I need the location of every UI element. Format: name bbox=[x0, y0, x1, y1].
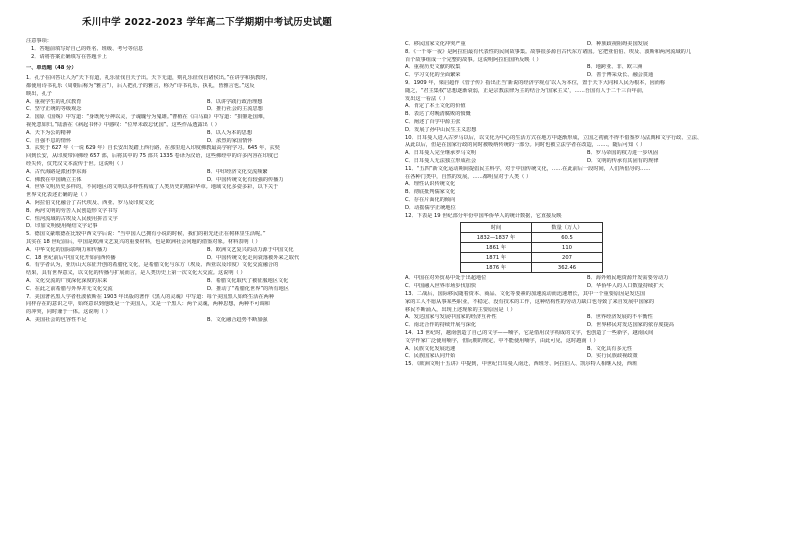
question-4 bbox=[26, 184, 388, 231]
option: A．重视历史文献的收集 bbox=[405, 64, 461, 71]
option: C．存在片面化的倾向 bbox=[405, 196, 456, 203]
option: B．中印经济文化交流频繁 bbox=[207, 168, 268, 175]
table-header: 数量（万人） bbox=[532, 223, 603, 233]
question-3 bbox=[26, 145, 388, 184]
table-header: 时间 bbox=[461, 223, 532, 233]
note-item: 1．答题前填写好自己的姓名、班级、考号等信息 bbox=[31, 45, 144, 52]
option: B．文化融合趋势不断加强 bbox=[207, 316, 268, 323]
option: C．18 世纪前后中国文化开始向西传播 bbox=[26, 254, 116, 261]
question-text: 的冲突，同时兼于一体。这说明（ ） bbox=[26, 309, 111, 316]
question-text: 文学作家广泛使用喃字，但阮朝的规定，中不能使用喃字，由此可见，这时越南（ ） bbox=[405, 337, 599, 344]
option: A．文化交流的广度深化深度的东来 bbox=[26, 277, 108, 284]
note-item: 2．请将答案正确填写在答题卡上 bbox=[31, 53, 107, 60]
option: C．恒河流域的古埃及人民使用拼音文字 bbox=[26, 215, 118, 222]
question-text: 结果，具有世界意义，以文化的传播与扩展而言，是人类历史上第一次文化大交流。这说明（ ） bbox=[26, 270, 246, 277]
option: B．地跨亚、非、欧三洲 bbox=[587, 64, 643, 71]
option: B．欧洲文艺复兴的动力源于中国文化 bbox=[207, 246, 294, 253]
option: A．中华文化的国际影响力和传播力 bbox=[26, 246, 108, 253]
option: B．世界经济发展的不平衡性 bbox=[587, 314, 653, 321]
option: D．世界移民对发达国家的依存度提高 bbox=[587, 322, 674, 329]
table-header-row bbox=[461, 223, 603, 233]
option: C．佛教在中国确立主体 bbox=[26, 176, 82, 183]
question-2 bbox=[26, 114, 388, 145]
table-cell: 1832—1837 年 bbox=[461, 233, 532, 243]
question-text: 3．玄奘于 627 年（一说 629 年）自长安出发踏上西行路，在那里进入印度佛教最高学府学习。645 年，玄奘 bbox=[26, 145, 280, 152]
question-text: 8．《一千零一夜》是阿拉伯最有代表性的民间故事集。故事很多源自古代东方诸国。它把亚伯伯、埃及、波斯和两河流域的几 bbox=[405, 48, 692, 55]
question-text: 14．13 世纪时，越南创造了自己的文字——喃字，它是借用汉字构成的文字，也创造了一些新字，越南民间 bbox=[405, 329, 654, 336]
migration-table bbox=[460, 222, 603, 273]
option: A．肯定了本土文化的价值 bbox=[405, 103, 466, 110]
option: D．推行社会的主流思想 bbox=[207, 106, 263, 113]
question-text: 1．孔子在回答让人为“天下有道，礼乐征伐自天子出。天下无道，则礼乐征伐自诸侯出。”在讲学和执教时， bbox=[26, 75, 271, 82]
option: B．以讲学践行政治理想 bbox=[207, 98, 263, 105]
question-text: 在各种门类中，自然的发展，……都明显对于人类（ ） bbox=[405, 173, 532, 180]
option: D．文明的传承有其固有的规律 bbox=[587, 157, 659, 164]
option: D．发展了孙中山民生主义思想 bbox=[405, 126, 477, 133]
option: A．美国社会的包容性不足 bbox=[26, 316, 87, 323]
question-text: 经失传，仅凭汉文本流传于世。这说明（ ） bbox=[26, 160, 127, 167]
table-cell: 1861 年 bbox=[461, 243, 532, 253]
option: D．华侨华人的人口数量持续扩大 bbox=[587, 283, 664, 290]
option: C．自强不息的情怀 bbox=[26, 137, 72, 144]
question-text: 都使用诗书礼乐（周朝后称为“雅言”），后人把孔子的雅言，称为“诗书礼乐，执礼，皆雅言也。”这反 bbox=[26, 82, 255, 89]
option: D．中国传统文化有较强的传播力 bbox=[207, 176, 284, 183]
question-6 bbox=[26, 262, 388, 293]
table-row bbox=[461, 263, 603, 273]
option: D．浓烈的家国情怀 bbox=[207, 137, 253, 144]
option: A．重视学生的礼仪教育 bbox=[26, 98, 82, 105]
question-text: 发出这一看法（ ） bbox=[405, 95, 449, 102]
table-row bbox=[461, 253, 603, 263]
question-12 bbox=[405, 213, 769, 291]
question-text: 11．“五四”新文化运动期间提倡民主科学，对于中国传统文化，……在此前后一段时间，人们所倡导的…… bbox=[405, 165, 651, 172]
question-text: 10．日耳曼人进入古罗马以后，以文化为中心的生活方式在地方中逐渐形成，立国之初就不得不借鉴罗马法典和文字行政、立法、 bbox=[405, 134, 703, 141]
option: B．罗马帝国的权力进一步巩固 bbox=[587, 150, 658, 157]
table-row bbox=[461, 233, 603, 243]
question-text: 同样存在的意识之中，始终意识到他既是一个美国人，又是一个黑人：两个灵魂，两种思想，两种不可调和 bbox=[26, 301, 270, 308]
table-cell: 1871 年 bbox=[461, 253, 532, 263]
notes-heading: 注意事项： bbox=[26, 38, 52, 44]
question-text: 映出，孔子 bbox=[26, 90, 52, 97]
option: C．在此之前希腊与外界并无文化交流 bbox=[26, 285, 113, 292]
option: D．善于博采众长、融会贯通 bbox=[587, 72, 654, 79]
option: A．发达国家与发展中国家的经济互补性 bbox=[405, 314, 497, 321]
option: A．民族文化发展迅速 bbox=[405, 345, 456, 352]
question-text: 回到长安，从印度带回佛经 657 部，后将其中的 75 部共 1335 卷译为汉语，这些佛经中的许多内容在印度已 bbox=[26, 153, 279, 160]
option: D．种族歧视阻碍美国发展 bbox=[587, 41, 649, 47]
table-cell: 110 bbox=[532, 243, 603, 253]
option: C．日耳曼人无法独立形成社会 bbox=[405, 157, 477, 164]
option: C．学习文化的全面繁荣 bbox=[405, 72, 461, 79]
question-text: 15．《欧洲文明十五讲》中提到，中世纪日耳曼人南迁，西班牙、阿拉伯人、凯尔特人相继入侵，西班 bbox=[405, 361, 638, 368]
option: B．两河文明的劳苦人民创造形文字书写 bbox=[26, 207, 118, 214]
question-text: 移民不断涌入，出现上述现象的主要原因是（ ） bbox=[405, 306, 516, 313]
option: A．日耳曼人完全继承罗马文明 bbox=[405, 150, 476, 157]
question-text: 世界文化表述正确的是（ ） bbox=[26, 192, 90, 199]
table-cell: 1876 年 bbox=[461, 263, 532, 273]
option: D．实行民族歧视政策 bbox=[587, 353, 638, 360]
question-text: 家的工人不愿从事某些职业，不稳定、没有技术的工作，这种结构性的劳动力缺口也导致了来自发展中国家的 bbox=[405, 298, 655, 305]
question-text: 5．德国文豪歌德在比较中西文学后说：“当中国人已拥有小说的时候，我们的祖先还正在树林里生活呢。” bbox=[26, 231, 266, 238]
question-text: 12．下表是 19 世纪部分年份中国华侨华人的统计数据，它直接反映 bbox=[405, 212, 562, 219]
table-row bbox=[461, 243, 603, 253]
exam-title: 禾川中学 2022-2023 学年高二下学期期中考试历史试题 bbox=[82, 17, 332, 28]
question-1 bbox=[26, 75, 388, 114]
option: B．希腊文化取代了被征服地区文化 bbox=[207, 277, 289, 284]
option: B．海外殖民地资源开发需要劳动力 bbox=[587, 275, 669, 282]
option: D．印加文明使用绳结文字记事 bbox=[26, 223, 98, 230]
question-11 bbox=[405, 166, 769, 213]
option: C．民族国家认同开始 bbox=[405, 353, 456, 360]
question-text: 4．世界文明历史多样的，不同地区的文明以多样性构成了人类历史的精彩华章。地域文化多姿多彩，以下关于 bbox=[26, 184, 279, 191]
question-text: 随之，“君主集权”思想逐渐衰弱，正是宗教法律为主的结合为‘国家主义’，……吾国有人于二千三百年前， bbox=[405, 87, 648, 94]
question-9 bbox=[405, 80, 769, 135]
option: A．天下为公的精神 bbox=[26, 129, 72, 136]
question-text: 从此以后，但是在国家行政的同时被吸纳传统的一部分。同时也被立法学者在改造，……。随后可知（ ） bbox=[405, 142, 646, 149]
question-13 bbox=[405, 291, 769, 330]
question-text: 百个故事组成一个完整的故事。这说明阿拉伯国所反映（ ） bbox=[405, 56, 542, 63]
option: D．动摇儒学正统地位 bbox=[405, 204, 456, 211]
option: C．移民国家文化冲突严重 bbox=[405, 41, 466, 47]
option: C．坚守正统的等级观念 bbox=[26, 106, 82, 113]
question-text: 6．有学者认为，亚历山大东征开创的希腊化文化，是希腊文化与东方（埃及、西亚以及印度）文化交流融合的 bbox=[26, 262, 279, 269]
question-5 bbox=[26, 231, 388, 262]
option: A．理性认识传统文化 bbox=[405, 181, 456, 188]
option: C．中国融入世界市场步伐加快 bbox=[405, 283, 477, 290]
question-15 bbox=[405, 361, 769, 369]
left-column bbox=[26, 38, 388, 325]
question-8 bbox=[405, 49, 769, 80]
option: C．阐述了百学中源主张 bbox=[405, 118, 461, 125]
table-cell: 362.46 bbox=[532, 263, 603, 273]
right-column bbox=[405, 41, 769, 369]
option: B．以人为本的思想 bbox=[207, 129, 253, 136]
question-14 bbox=[405, 330, 769, 361]
question-text: 其实在 18 世纪前后，中国是欧洲文艺复兴的重要材料，也是欧洲社会问题的借鉴对象。材料表明（ ） bbox=[26, 238, 261, 245]
question-10 bbox=[405, 135, 769, 166]
question-text: 9．1909 年，梁启超作《管子传》指出正当‘新说的经济学观点’以人为本位，置于天下大同和人民为根本，因而称 bbox=[405, 79, 666, 86]
option: A．古代海路是派团季东海 bbox=[26, 168, 87, 175]
option: A．阿拉伯文化融合了古代埃及、西亚、罗马及印度文化 bbox=[26, 199, 155, 206]
option: A．中国在对外贸易中处于出超地位 bbox=[405, 275, 487, 282]
question-text: 13．二战后，国际移民随着资本、商品、文化等要素的加速流动而迅速增长，其中一个重要原因是发达国 bbox=[405, 290, 646, 297]
table-cell: 207 bbox=[532, 253, 603, 263]
option: C．南北合作的持续开展与深化 bbox=[405, 322, 477, 329]
question-text: 视死忽如归。”陆游在《病起书怀》中感叹：“位卑未敢忘忧国”。这些作品透露出（ ） bbox=[26, 121, 220, 128]
question-text: 2．国原《国殇》中写道：“身既死兮神以灵，子魂魄兮为鬼雄。”曹植在《白马篇》中写道：“捐躯赴国难， bbox=[26, 114, 269, 121]
option: B．表达了对晚清腐败的愤慨 bbox=[405, 111, 471, 118]
section-heading: 一、单选题（48 分） bbox=[26, 65, 77, 72]
option: D．中国传统文化走向衰落被外来之取代 bbox=[207, 254, 300, 261]
option: B．彻底批判儒家文化 bbox=[405, 189, 456, 196]
question-7 bbox=[26, 294, 388, 325]
option: B．文化具有多元性 bbox=[587, 345, 633, 352]
table-cell: 60.5 bbox=[532, 233, 603, 243]
question-text: 7．美国著名黑人学者杜波依斯在 1903 年出版的著作《黑人的灵魂》中写道：每个美国黑人始终生活在两种 bbox=[26, 293, 275, 300]
option: D．推动了“希腊化世界”的所有地区 bbox=[207, 285, 289, 292]
